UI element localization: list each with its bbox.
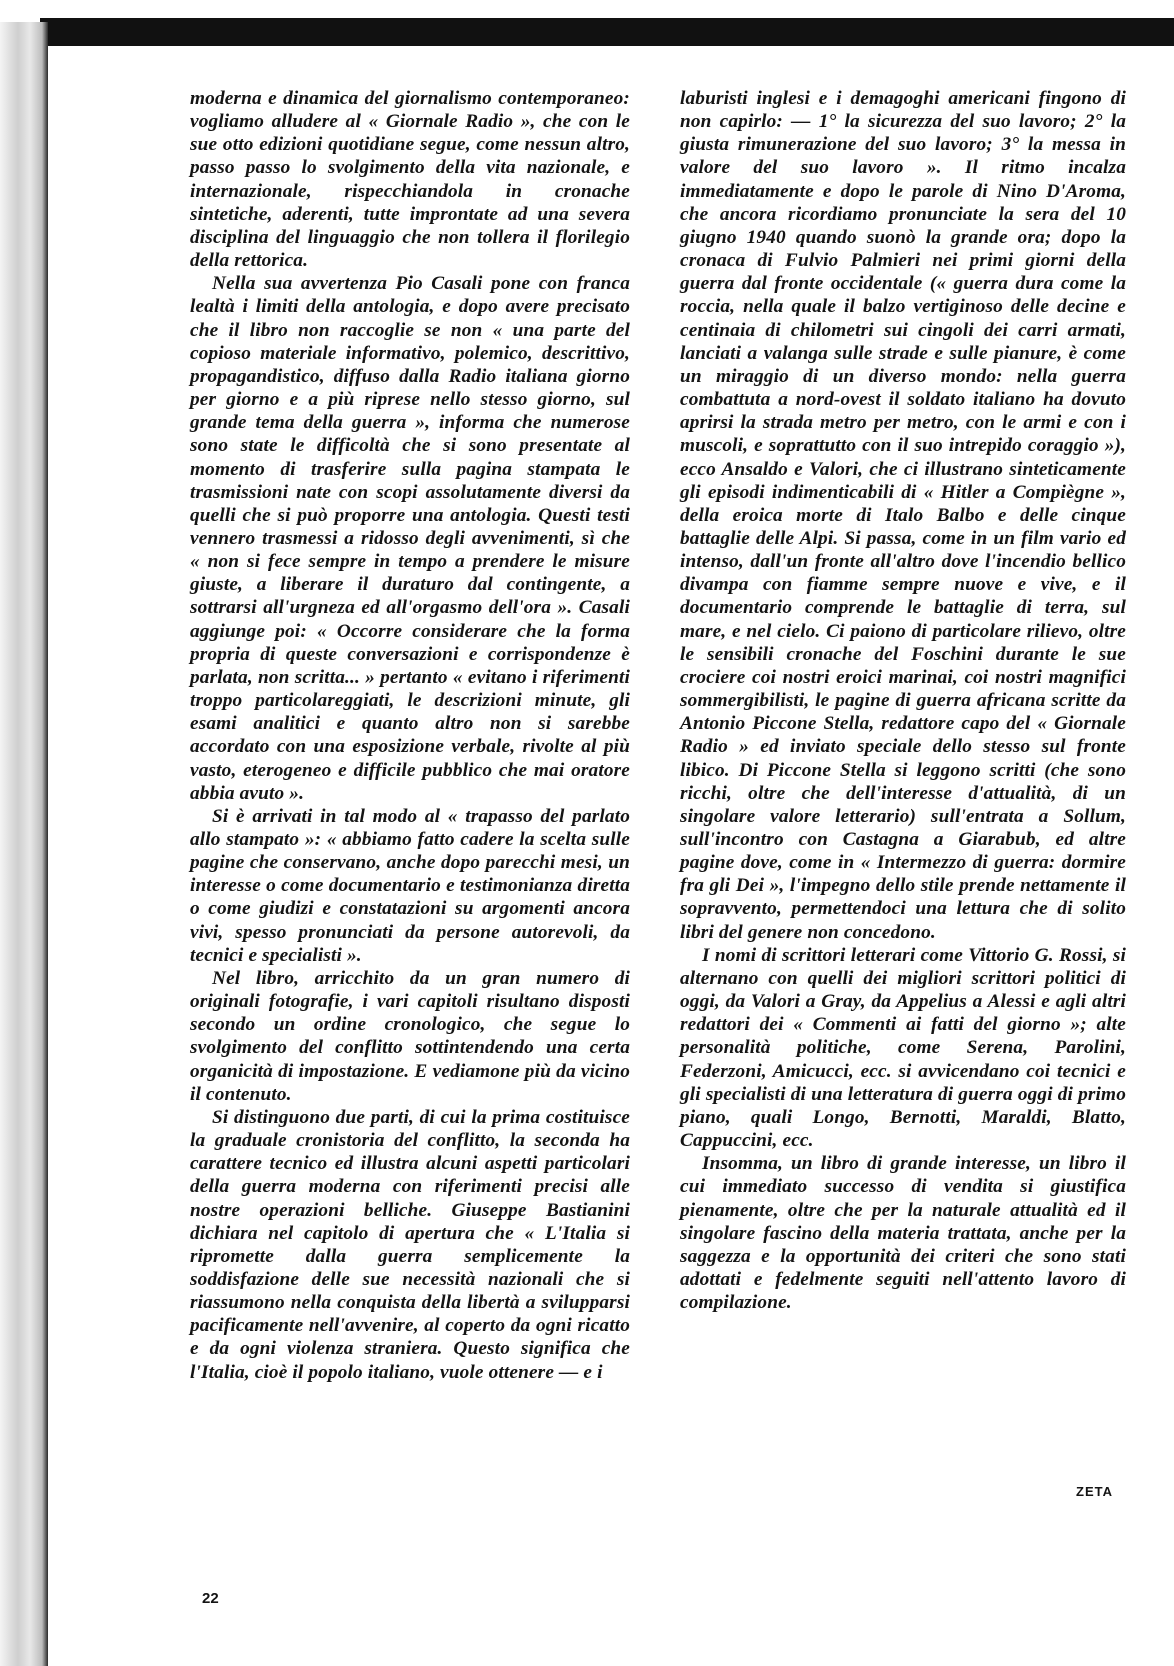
page-number: 22 [202,1590,219,1607]
right-paragraph-3: Insomma, un libro di grande interesse, un libro il cui immediato successo di vendita si giustifica pienamente, oltre che per la naturale attualità ed il singolare fascino della materia trattata, anche per la saggezza e la opportunità dei criteri che sono stati adottati e fedelmente seguiti nell'attento lavoro di compilazione. [680,1153,1126,1314]
right-paragraph-2: I nomi di scrittori letterari come Vittorio G. Rossi, si alternano con quelli dei migliori scrittori politici di oggi, da Valori a Gray, da Appelius a Alessi e agli altri redattori dei « Commenti ai fatti del giorno »; alte personalità politiche, come Serena, Parolini, Federzoni, Amicucci, ecc. si avvicendano coi tecnici e gli specialisti di una letteratura di guerra oggi di primo piano, quali Longo, Bernotti, Maraldi, Blatto, Cappuccini, ecc. [680,944,1126,1152]
left-paragraph-3: Si è arrivati in tal modo al « trapasso del parlato allo stampato »: « abbiamo fatto cadere la scelta sulle pagine che conservano, anche dopo parecchi mesi, un interesse o come documentario e testimonianza diretta o come giudizi e constatazioni su argomenti ancora vivi, spesso pronunciati da persone autorevoli, da tecnici e specialisti ». [190,805,630,966]
right-paragraph-1: laburisti inglesi e i demagoghi americani fingono di non capirlo: — 1° la sicurezza del suo lavoro; 2° la giusta rimunerazione del suo lavoro; 3° la messa in valore del suo lavoro ». Il ritmo incalza immediatamente e dopo le parole di Nino D'Aroma, che ancora ricordiamo pronunciate la sera del 10 giugno 1940 quando suonò la grande ora; dopo la cronaca di Fulvio Palmieri nei primi giorni della guerra dal fronte occidentale (« guerra dura come la roccia, nella quale il balzo vertiginoso delle decine e centinaia di chilometri sui cingoli dei carri armati, lanciati a valanga sulle strade e sulle pianure, è come un miraggio di un diverso mondo: nella guerra combattuta a nord-ovest il soldato italiano ha dovuto aprirsi la strada metro per metro, con le armi e con i muscoli, e soprattutto con il suo intrepido coraggio »), ecco Ansaldo e Valori, che ci illustrano sinteticamente gli episodi indimenticabili di « Hitler a Compiègne », della eroica morte di Italo Balbo e delle cinque battaglie delle Alpi. Si passa, come in un film vario ed intenso, dall'un fronte all'altro dove l'incendio bellico divampa con fiamme sempre nuove e vive, e il documentario comprende le battaglie di terra, sul mare, e nel cielo. Ci paiono di particolare rilievo, oltre le sensibili cronache del Foschini durante le sue crociere coi nostri eroici marinai, coi nostri magnifici sommergibilisti, le pagine di guerra africana scritte da Antonio Piccone Stella, redattore capo del « Giornale Radio » ed inviato speciale dello stesso sul fronte libico. Di Piccone Stella si leggono scritti (che sono ricchi, oltre che dell'interesse d'attualità, di un singolare valore letterario) sull'entrata a Sollum, sull'incontro con Castagna a Giarabub, ed altre pagine dove, come in « Intermezzo di guerra: dormire fra gli Dei », l'impegno dello stile prende nettamente il sopravvento, permettendoci una lettura che di solito libri del genere non concedono. [680,88,1126,943]
book-spine-shadow [0,22,48,1666]
left-paragraph-2: Nella sua avvertenza Pio Casali pone con franca lealtà i limiti della antologia, e dopo avere precisato che il libro non raccoglie se non « una parte del copioso materiale informativo, polemico, descrittivo, propagandistico, diffuso dalla Radio italiana giorno per giorno e a più riprese nello stesso giorno, sul grande tema della guerra », informa che numerose sono state le difficoltà che si sono presentate al momento di trasferire sulla pagina stampata le trasmissioni nate con scopi assolutamente diversi da quelli che si può proporre una antologia. Questi testi vennero trasmessi a ridosso degli avvenimenti, sì che « non si fece sempre in tempo a prendere le misure giuste, a liberare il duraturo dal contingente, a sottrarsi all'urgneza ed all'orgasmo dell'ora ». Casali aggiunge poi: « Occorre considerare che la forma propria di queste conversazioni e corrispondenze è parlata, non scritta... » pertanto « evitano i riferimenti troppo particolareggiati, le descrizioni minute, gli esami analitici e quanto altro non si sarebbe accordato con una esposizione verbale, rivolte al più vasto, eterogeneo e difficile pubblico che mai oratore abbia avuto ». [190,273,630,804]
left-paragraph-5: Si distinguono due parti, di cui la prima costituisce la graduale cronistoria del conflitto, la seconda ha carattere tecnico ed illustra alcuni aspetti particolari della guerra moderna con riferimenti precisi alle nostre operazioni belliche. Giuseppe Bastianini dichiara nel capitolo di apertura che « L'Italia si ripromette dalla guerra semplicemente la soddisfazione delle sue necessità nazionali che si riassumono nella conquista della libertà a svilupparsi pacificamente nell'avvenire, al coperto da ogni ricatto e da ogni violenza straniera. Questo significa che l'Italia, cioè il popolo italiano, vuole ottenere — e i [190,1106,630,1383]
left-column [190,87,630,1384]
page [48,46,1174,1666]
author-signature: ZETA [1076,1484,1113,1499]
left-paragraph-4: Nel libro, arricchito da un gran numero di originali fotografie, i vari capitoli risultano disposti secondo un ordine cronologico, che segue lo svolgimento del conflitto sottintendendo una certa organicità di impostazione. E vediamone più da vicino il contenuto. [190,967,630,1105]
right-column [680,87,1126,1314]
left-paragraph-1: moderna e dinamica del giornalismo contemporaneo: vogliamo alludere al « Giornale Radio », che con le sue otto edizioni quotidiane segue, come nessun altro, passo passo lo svolgimento della vita nazionale, e internazionale, rispecchiandola in cronache sintetiche, aderenti, tutte improntate ad una severa disciplina del linguaggio che non tollera il florilegio della rettorica. [190,88,630,272]
scan-dark-border [40,18,1174,46]
